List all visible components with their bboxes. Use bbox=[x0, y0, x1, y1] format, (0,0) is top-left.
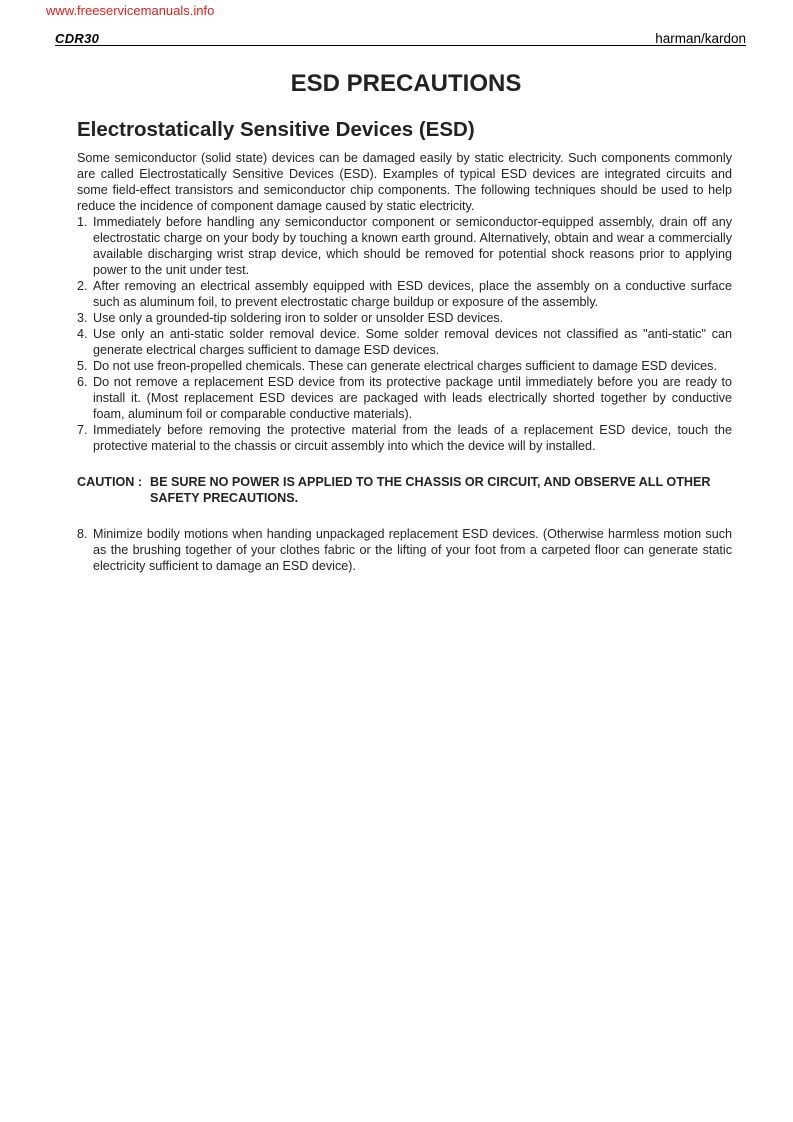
page-title: ESD PRECAUTIONS bbox=[290, 70, 522, 97]
item-text: After removing an electrical assembly equipped with ESD devices, place the assembly on a conductive surface such as aluminum foil, to prevent electrostatic charge buildup or exposure of the assembly. bbox=[93, 279, 732, 309]
list-item bbox=[77, 422, 732, 454]
item-number: 8. bbox=[77, 527, 88, 541]
item-number: 5. bbox=[77, 359, 88, 373]
item-text: Do not use freon-propelled chemicals. These can generate electrical charges sufficient to damage ESD devices. bbox=[93, 359, 717, 373]
list-item bbox=[77, 358, 732, 374]
item-number: 3. bbox=[77, 311, 88, 325]
item-text: Immediately before removing the protective material from the leads of a replacement ESD device, touch the protective material to the chassis or circuit assembly into which the device will by installed. bbox=[93, 423, 732, 453]
model-label: CDR30 bbox=[55, 31, 100, 46]
caution-label: CAUTION : bbox=[77, 475, 143, 489]
precautions-list bbox=[77, 214, 732, 454]
item-number: 2. bbox=[77, 279, 88, 293]
item-number: 7. bbox=[77, 423, 88, 437]
list-item bbox=[77, 278, 732, 310]
item-text: Use only a grounded-tip soldering iron to solder or unsolder ESD devices. bbox=[93, 311, 504, 325]
list-item bbox=[77, 374, 732, 422]
item-text: Immediately before handling any semiconductor component or semiconductor-equipped assembly, drain off any electrostatic charge on your body by touching a known earth ground. Alternatively, obtain and wear a commercially available discharging wrist strap device, which should be removed for potential shock reasons prior to applying power to the unit under test. bbox=[93, 215, 732, 277]
precautions-list-continued bbox=[77, 526, 732, 574]
brand-label: harman/kardon bbox=[655, 31, 746, 46]
item-number: 6. bbox=[77, 375, 88, 389]
item-text: Minimize bodily motions when handing unpackaged replacement ESD devices. (Otherwise harmless motion such as the brushing together of your clothes fabric or the lifting of your foot from a carpeted floor can generate static electricity sufficient to damage an ESD device). bbox=[93, 527, 732, 573]
source-url: www.freeservicemanuals.info bbox=[46, 3, 215, 18]
item-number: 4. bbox=[77, 327, 88, 341]
item-number: 1. bbox=[77, 215, 88, 229]
section-heading: Electrostatically Sensitive Devices (ESD) bbox=[77, 118, 475, 141]
list-item bbox=[77, 310, 732, 326]
list-item bbox=[77, 526, 732, 574]
item-text: Do not remove a replacement ESD device from its protective package until immediately before you are ready to install it. (Most replacement ESD devices are packaged with leads electrically shorted together by conductive foam, aluminum foil or comparable conductive materials). bbox=[93, 375, 732, 421]
list-item bbox=[77, 326, 732, 358]
header-rule bbox=[55, 45, 746, 46]
list-item bbox=[77, 214, 732, 278]
item-text: Use only an anti-static solder removal device. Some solder removal devices not classified as "anti-static" can generate electrical charges sufficient to damage ESD devices. bbox=[93, 327, 732, 357]
caution-text: BE SURE NO POWER IS APPLIED TO THE CHASSIS OR CIRCUIT, AND OBSERVE ALL OTHER SAFETY PRECAUTIONS. bbox=[150, 475, 711, 505]
caution-notice bbox=[77, 474, 732, 506]
content-body bbox=[77, 150, 732, 574]
intro-paragraph: Some semiconductor (solid state) devices can be damaged easily by static electricity. Such components commonly are called Electrostatically Sensitive Devices (ESD). Examples of typical ESD devices are integrated circuits and some field-effect transistors and semiconductor chip components. The following techniques should be used to help reduce the incidence of component damage caused by static electricity. bbox=[77, 151, 732, 213]
